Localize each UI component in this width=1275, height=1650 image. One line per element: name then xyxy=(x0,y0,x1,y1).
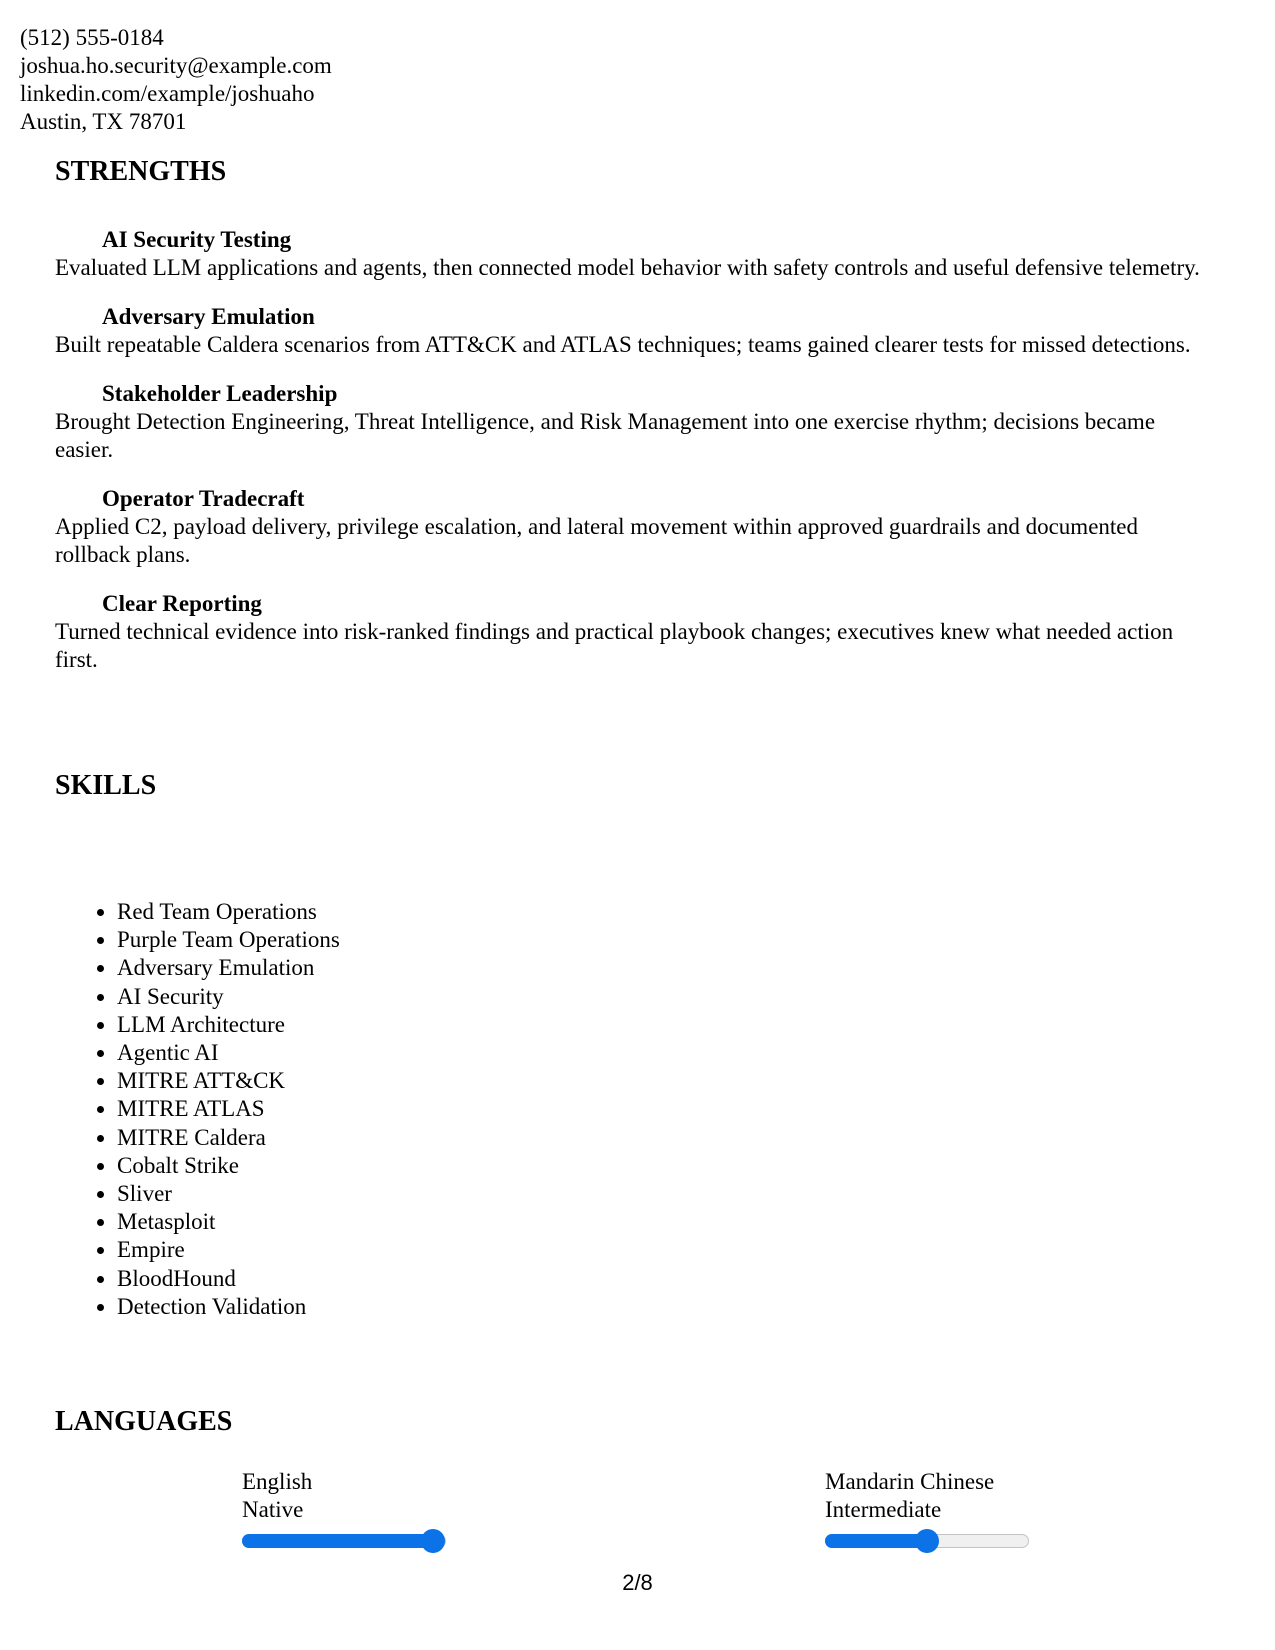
proficiency-slider[interactable] xyxy=(825,1534,1029,1548)
skills-list xyxy=(55,898,340,1321)
proficiency-slider-thumb[interactable] xyxy=(421,1529,445,1553)
proficiency-slider-fill xyxy=(242,1534,433,1548)
skill-item: • Purple Team Operations xyxy=(117,926,340,954)
languages-heading: LANGUAGES xyxy=(55,1406,233,1437)
strengths-heading: STRENGTHS xyxy=(55,156,227,187)
strength-title: Clear Reporting xyxy=(102,591,262,616)
skill-item: • Empire xyxy=(117,1236,340,1264)
strength-description: Evaluated LLM applications and agents, then connected model behavior with safety controls and useful defensive telemetry. xyxy=(55,255,1200,280)
skill-item: • MITRE ATLAS xyxy=(117,1095,340,1123)
contact-phone: (512) 555-0184 xyxy=(20,25,164,50)
language-item-english xyxy=(242,1468,446,1548)
strengths-list xyxy=(55,226,1215,695)
contact-linkedin: linkedin.com/example/joshuaho xyxy=(20,81,315,106)
strength-item xyxy=(55,226,1215,282)
strength-description: Turned technical evidence into risk-ranked findings and practical playbook changes; executives knew what needed action first. xyxy=(55,619,1174,672)
language-level: Native xyxy=(242,1497,304,1522)
contact-location: Austin, TX 78701 xyxy=(20,109,187,134)
strength-item xyxy=(55,380,1215,464)
skill-item: • Detection Validation xyxy=(117,1293,340,1321)
language-item-mandarin xyxy=(825,1468,1029,1548)
language-level: Intermediate xyxy=(825,1497,942,1522)
contact-block xyxy=(20,24,332,136)
skill-item: • BloodHound xyxy=(117,1265,340,1293)
strength-item xyxy=(55,485,1215,569)
contact-email: joshua.ho.security@example.com xyxy=(20,53,332,78)
proficiency-slider-thumb[interactable] xyxy=(915,1529,939,1553)
strength-title: Adversary Emulation xyxy=(102,304,315,329)
skill-item: • Sliver xyxy=(117,1180,340,1208)
strength-description: Brought Detection Engineering, Threat Intelligence, and Risk Management into one exercise rhythm; decisions became easier. xyxy=(55,409,1156,462)
language-name: Mandarin Chinese xyxy=(825,1469,995,1494)
language-name: English xyxy=(242,1469,313,1494)
skill-item: • Red Team Operations xyxy=(117,898,340,926)
skill-item: • MITRE ATT&CK xyxy=(117,1067,340,1095)
strength-title: AI Security Testing xyxy=(102,227,292,252)
skill-item: • Cobalt Strike xyxy=(117,1152,340,1180)
strength-description: Applied C2, payload delivery, privilege escalation, and lateral movement within approved guardrails and documented rollback plans. xyxy=(55,514,1138,567)
strength-title: Stakeholder Leadership xyxy=(102,381,338,406)
strength-item xyxy=(55,303,1215,359)
skill-item: • AI Security xyxy=(117,983,340,1011)
skill-item: • Adversary Emulation xyxy=(117,954,340,982)
skill-item: • MITRE Caldera xyxy=(117,1124,340,1152)
skill-item: • LLM Architecture xyxy=(117,1011,340,1039)
skill-item: • Metasploit xyxy=(117,1208,340,1236)
proficiency-slider[interactable] xyxy=(242,1534,446,1548)
proficiency-slider-fill xyxy=(825,1534,927,1548)
page-number: 2/8 xyxy=(622,1570,653,1595)
strength-item xyxy=(55,590,1215,674)
skill-item: • Agentic AI xyxy=(117,1039,340,1067)
strength-description: Built repeatable Caldera scenarios from ATT&CK and ATLAS techniques; teams gained clearer tests for missed detections. xyxy=(55,332,1191,357)
strength-title: Operator Tradecraft xyxy=(102,486,305,511)
skills-heading: SKILLS xyxy=(55,770,157,801)
